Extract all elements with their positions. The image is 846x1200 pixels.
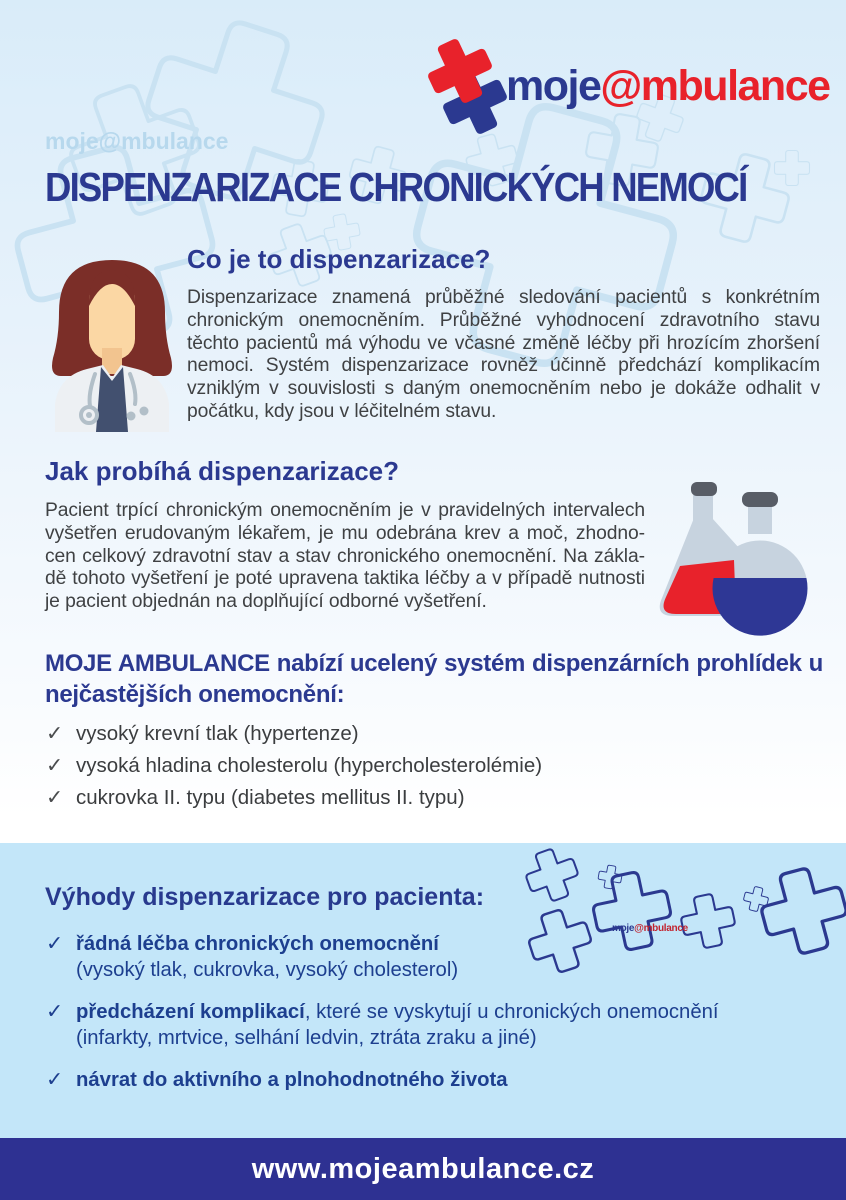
benefit-text <box>76 1067 508 1093</box>
section-what-heading: Co je to dispenzarizace? <box>187 244 491 274</box>
benefits-band <box>0 843 846 1138</box>
logo-wordmark <box>506 62 830 111</box>
checkmark-icon: ✓ <box>46 754 64 777</box>
mini-logo-moje: moje <box>612 923 635 934</box>
offer-heading: MOJE AMBULANCE nabízí ucelený systém dispenzárních prohlídek u nejčastějších onemocnění: <box>45 650 823 708</box>
benefits-list <box>46 931 746 1109</box>
benefit-bold: řádná léčba chronických onemocnění <box>76 933 439 955</box>
benefit-sub: (infarkty, mrtvice, selhání ledvin, ztráta zraku a jiné) <box>76 1027 537 1049</box>
section-what-body: Dispenzarizace znamená průběžné sledování pacientů s konkrétním chronickým onemocněním. Průběžné vyhodnocení zdravotního stavu těchto pacientů má výhodu ve včasné změně léčby při hrozícím zhoršení nemoci. Systém dispenzarizace rovněž účinně předchází komplikacím vzniklým v souvislosti s daným onemocněním nebo je dokáže odhalit v počátku, kdy jsou v léčitelném stavu. <box>187 287 820 422</box>
lab-flasks-icon <box>650 478 835 636</box>
logo-cross-icon <box>414 38 519 143</box>
brand-logo <box>414 38 834 142</box>
benefit-rest: , které se vyskytují u chronických onemocnění <box>304 1001 719 1023</box>
footer-bar <box>0 1138 846 1200</box>
offer-item-label: cukrovka II. typu (diabetes mellitus II. typu) <box>76 786 465 809</box>
section-how-body: Pacient trpící chronickým onemocněním je v pravidelných intervalech vyšetřen erudovaným lékařem, je mu odebrána krev a moč, zhodnocen celkový zdravotní stav a stav chronického onemocnění. Na základě tohoto vyšetření je poté upravena taktika léčby a v případě nutnosti je pacient objednán na doplňující odborné vyšetření. <box>45 500 645 613</box>
page-title: DISPENZARIZACE CHRONICKÝCH NEMOCÍ <box>45 164 747 210</box>
offer-item-label: vysoký krevní tlak (hypertenze) <box>76 722 359 745</box>
benefit-bold: předcházení komplikací <box>76 1001 305 1023</box>
logo-text-moje: moje <box>506 62 601 110</box>
list-item <box>46 1067 746 1093</box>
benefits-heading: Výhody dispenzarizace pro pacienta: <box>45 883 485 911</box>
watermark-text: moje@mbulance <box>45 128 229 154</box>
doctor-avatar <box>45 254 180 432</box>
checkmark-icon: ✓ <box>46 786 64 809</box>
checkmark-icon: ✓ <box>46 933 63 955</box>
benefit-sub: (vysoký tlak, cukrovka, vysoký cholesterol) <box>76 959 459 981</box>
list-item <box>46 718 542 750</box>
mini-logo-ambulance: @mbulance <box>634 923 688 934</box>
list-item <box>46 999 746 1051</box>
list-item <box>46 750 542 782</box>
checkmark-icon: ✓ <box>46 1001 63 1023</box>
list-item <box>46 931 746 983</box>
section-how-heading: Jak probíhá dispenzarizace? <box>45 456 400 486</box>
benefit-bold: návrat do aktivního a plnohodnotného života <box>76 1069 508 1091</box>
benefit-text <box>76 931 458 983</box>
offer-list <box>46 718 542 814</box>
benefit-text <box>76 999 719 1051</box>
website-link[interactable]: www.mojeambulance.cz <box>251 1152 595 1185</box>
checkmark-icon: ✓ <box>46 1069 63 1091</box>
offer-item-label: vysoká hladina cholesterolu (hypercholesterolémie) <box>76 754 543 777</box>
checkmark-icon: ✓ <box>46 722 64 745</box>
logo-text-ambulance: @mbulance <box>600 62 830 110</box>
list-item <box>46 782 542 814</box>
